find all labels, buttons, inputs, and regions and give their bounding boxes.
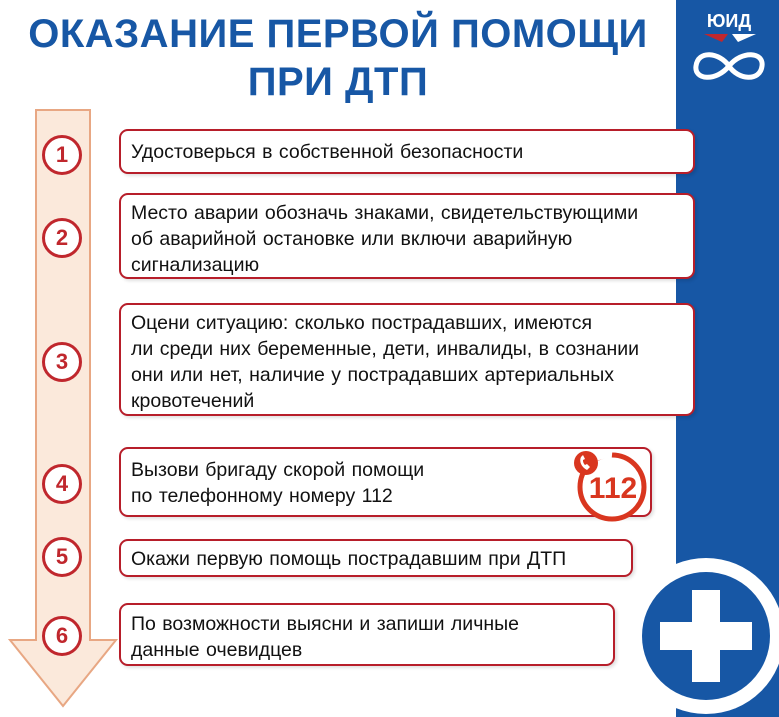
step-6-line-2: данные очевидцев — [131, 639, 303, 661]
page-title — [0, 10, 676, 106]
first-aid-cross-icon — [626, 556, 779, 717]
step-box-5 — [119, 539, 633, 577]
step-3-line-2: ли среди них беременные, дети, инвалиды, в сознании — [131, 338, 640, 360]
logo-text: ЮИД — [706, 11, 752, 31]
step-1-line-1: Удостоверься в собственной безопасности — [131, 141, 524, 163]
step-number-4: 4 — [42, 464, 82, 504]
badge-number: 112 — [588, 472, 638, 505]
step-2-line-1: Место аварии обозначь знаками, свидетельствующими — [131, 202, 639, 224]
step-number-5: 5 — [42, 537, 82, 577]
phone-handset-icon — [574, 451, 598, 475]
step-number-1: 1 — [42, 135, 82, 175]
step-box-6 — [119, 603, 615, 666]
step-2-line-2: об аварийной остановке или включи аварийную — [131, 228, 573, 250]
step-box-1 — [119, 129, 695, 174]
step-3-line-1: Оцени ситуацию: сколько пострадавших, имеются — [131, 312, 593, 334]
step-6-line-1: По возможности выясни и запиши личные — [131, 613, 519, 635]
step-box-2 — [119, 193, 695, 279]
emergency-112-badge — [566, 445, 656, 523]
step-number-6: 6 — [42, 616, 82, 656]
step-number-3: 3 — [42, 342, 82, 382]
step-4-line-1: Вызови бригаду скорой помощи — [131, 459, 425, 481]
step-number-2: 2 — [42, 218, 82, 258]
title-line-2: ПРИ ДТП — [247, 60, 429, 104]
infinity-bicycle-icon — [686, 30, 772, 90]
step-box-3 — [119, 303, 695, 416]
step-3-line-3: они или нет, наличие у пострадавших артериальных — [131, 364, 614, 386]
step-5-line-1: Окажи первую помощь пострадавшим при ДТП — [131, 548, 567, 570]
step-4-line-2: по телефонному номеру 112 — [131, 485, 393, 507]
step-2-line-3: сигнализацию — [131, 254, 260, 276]
step-3-line-4: кровотечений — [131, 390, 255, 412]
title-line-1: ОКАЗАНИЕ ПЕРВОЙ ПОМОЩИ — [28, 12, 648, 56]
yuid-logo — [686, 10, 772, 90]
